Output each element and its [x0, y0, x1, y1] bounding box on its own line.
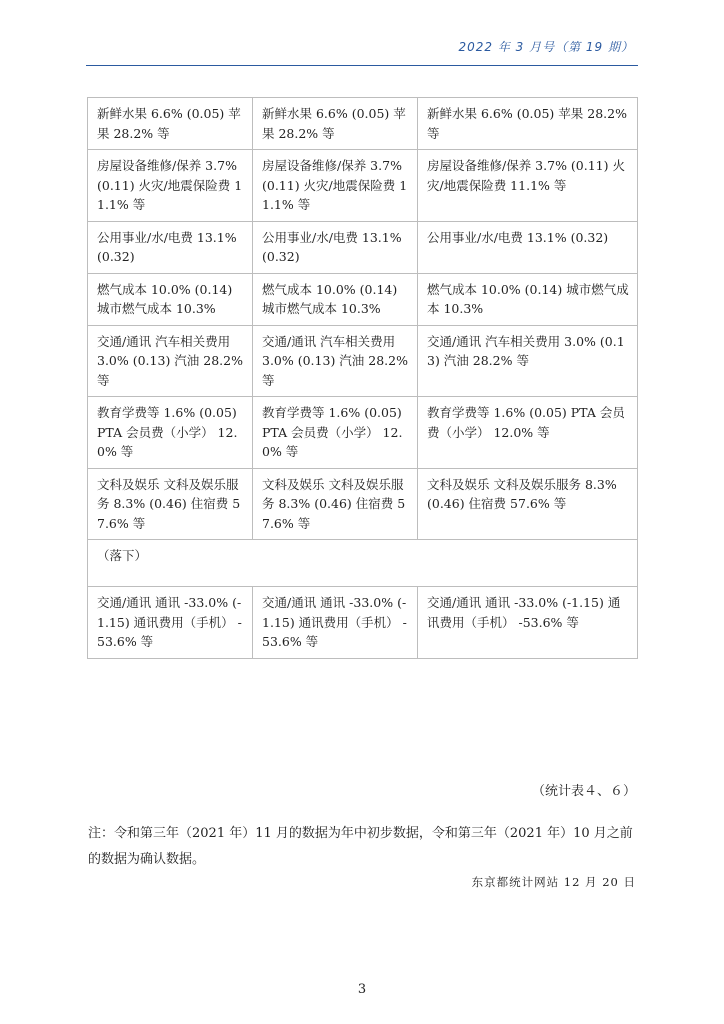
table-row	[88, 98, 638, 150]
table-cell: 新鲜水果 6.6% (0.05) 苹果 28.2% 等	[253, 98, 418, 150]
table-cell: 文科及娱乐 文科及娱乐服务 8.3% (0.46) 住宿费 57.6% 等	[88, 468, 253, 540]
table-cell: 文科及娱乐 文科及娱乐服务 8.3% (0.46) 住宿费 57.6% 等	[253, 468, 418, 540]
table-cell: 教育学费等 1.6% (0.05) PTA 会员费（小学） 12.0% 等	[253, 397, 418, 469]
table-row	[88, 397, 638, 469]
page-number: 3	[357, 982, 367, 997]
table-cell: 交通/通讯 通讯 -33.0% (-1.15) 通讯费用（手机） -53.6% 等	[253, 587, 418, 659]
table-cell: 燃气成本 10.0% (0.14) 城市燃气成本 10.3%	[418, 273, 638, 325]
table-cell: 教育学费等 1.6% (0.05) PTA 会员费（小学） 12.0% 等	[88, 397, 253, 469]
table-cell: 公用事业/水/电费 13.1% (0.32)	[418, 221, 638, 273]
table-cell: 公用事业/水/电费 13.1% (0.32)	[253, 221, 418, 273]
table-cell: 教育学费等 1.6% (0.05) PTA 会员费（小学） 12.0% 等	[418, 397, 638, 469]
table-cell: 燃气成本 10.0% (0.14) 城市燃气成本 10.3%	[88, 273, 253, 325]
source-signature: 东京都统计网站 12 月 20 日	[471, 875, 636, 889]
table-cell: 文科及娱乐 文科及娱乐服务 8.3% (0.46) 住宿费 57.6% 等	[418, 468, 638, 540]
table-row	[88, 325, 638, 397]
header-rule	[86, 65, 638, 66]
table-cell: 房屋设备维修/保养 3.7% (0.11) 火灾/地震保险费 11.1% 等	[253, 150, 418, 222]
table-cell: 交通/通讯 通讯 -33.0% (-1.15) 通讯费用（手机） -53.6% 等	[418, 587, 638, 659]
table-row	[88, 273, 638, 325]
table-row	[88, 587, 638, 659]
table-cell: 新鲜水果 6.6% (0.05) 苹果 28.2% 等	[88, 98, 253, 150]
price-change-table	[87, 97, 638, 659]
fall-section-label: （落下）	[88, 540, 638, 587]
footnote: 注：令和第三年（2021 年）11 月的数据为年中初步数据，令和第三年（2021 年）10 月之前的数据为确认数据。	[88, 826, 633, 867]
table-row	[88, 221, 638, 273]
table-cell: 房屋设备维修/保养 3.7% (0.11) 火灾/地震保险费 11.1% 等	[418, 150, 638, 222]
table-cell: 交通/通讯 汽车相关费用 3.0% (0.13) 汽油 28.2% 等	[418, 325, 638, 397]
table-cell: 交通/通讯 汽车相关费用 3.0% (0.13) 汽油 28.2% 等	[253, 325, 418, 397]
table-row	[88, 468, 638, 540]
table-cell: 交通/通讯 汽车相关费用 3.0% (0.13) 汽油 28.2% 等	[88, 325, 253, 397]
source-reference: （统计表４、６）	[531, 784, 636, 799]
table-section-row	[88, 540, 638, 587]
table-row	[88, 150, 638, 222]
table-cell: 房屋设备维修/保养 3.7% (0.11) 火灾/地震保险费 11.1% 等	[88, 150, 253, 222]
table-cell: 交通/通讯 通讯 -33.0% (-1.15) 通讯费用（手机） -53.6% 等	[88, 587, 253, 659]
table-cell: 燃气成本 10.0% (0.14) 城市燃气成本 10.3%	[253, 273, 418, 325]
table-cell: 公用事业/水/电费 13.1% (0.32)	[88, 221, 253, 273]
issue-header: 2022 年 3 月号（第 19 期）	[458, 40, 634, 54]
table-cell: 新鲜水果 6.6% (0.05) 苹果 28.2% 等	[418, 98, 638, 150]
